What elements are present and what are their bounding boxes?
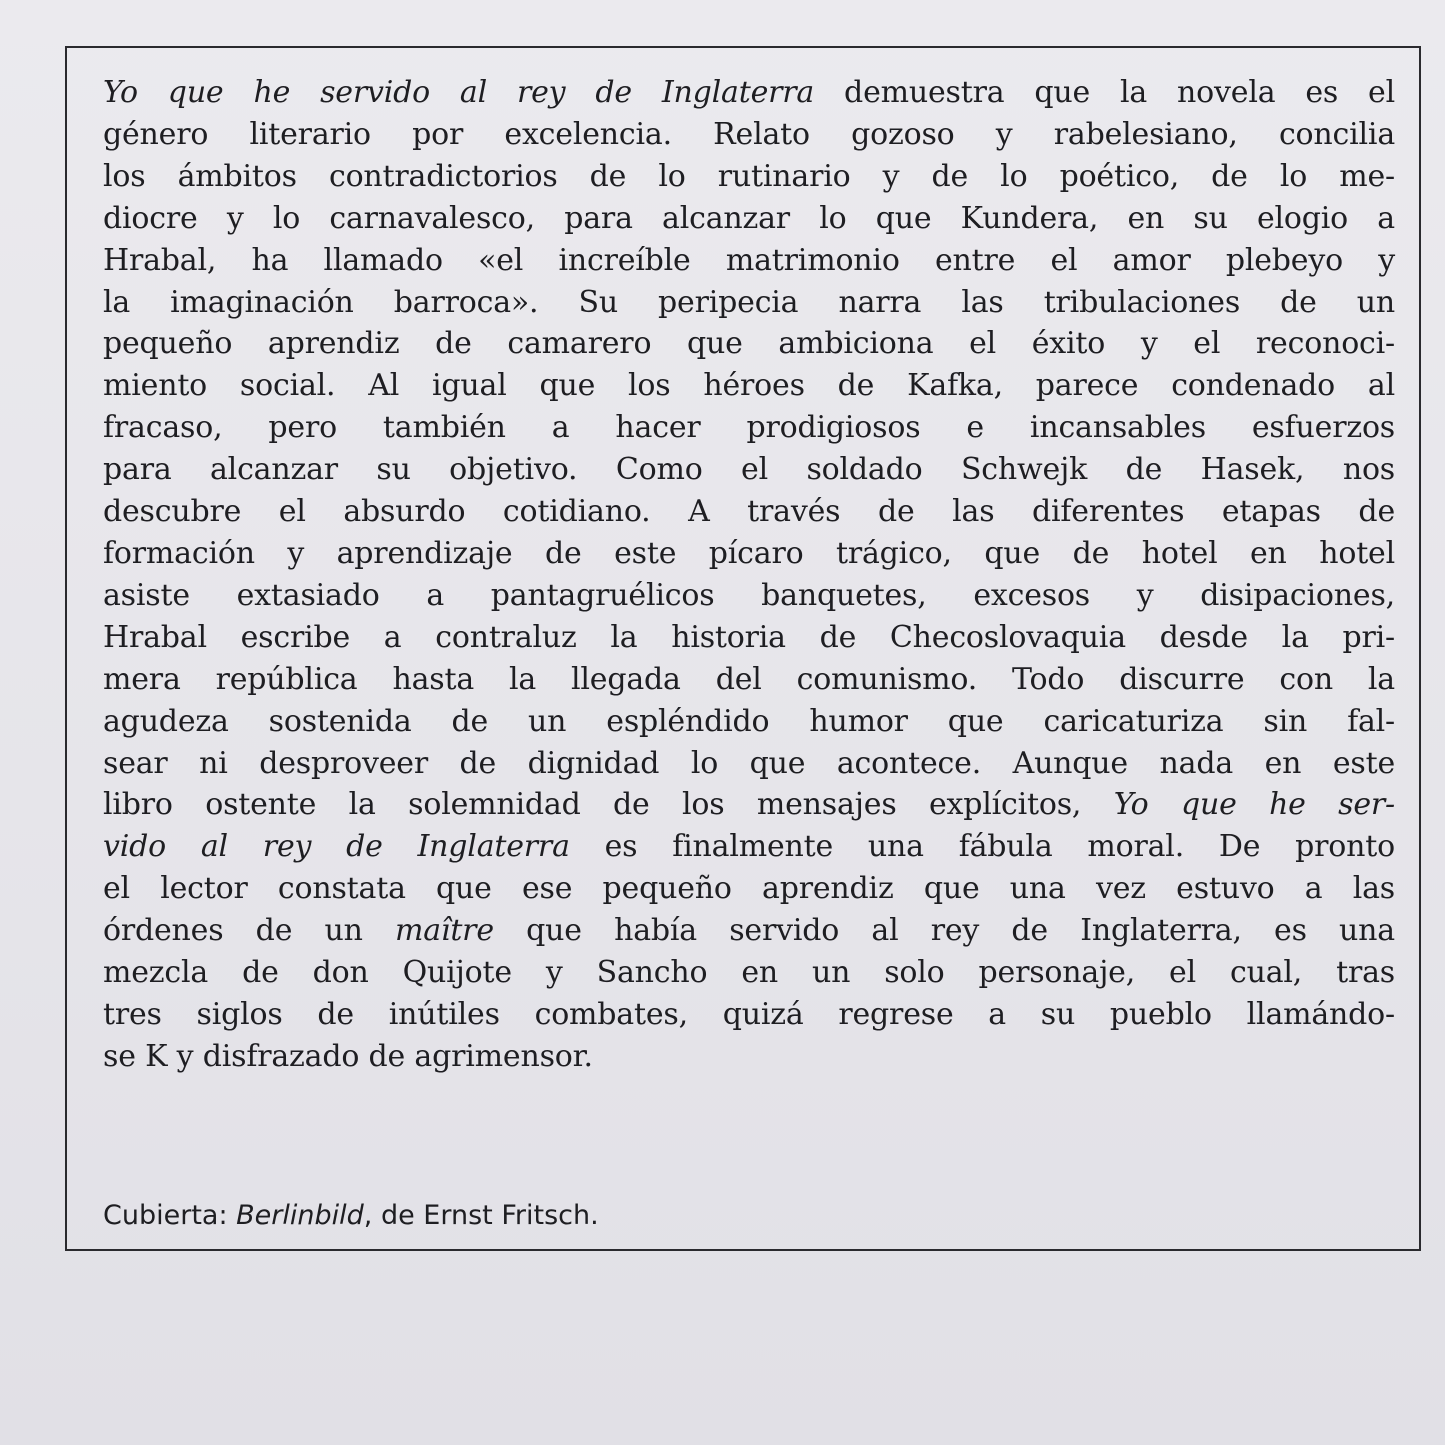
text-line [103,617,1395,659]
text-line [103,533,1395,575]
text-line [103,868,1395,910]
synopsis-paragraph [103,72,1395,1078]
text-line [103,156,1395,198]
text-segment: género literario por excelencia. Relato gozoso y rabelesiano, concilia [103,116,1395,152]
text-line [103,407,1395,449]
text-segment: Hrabal, ha llamado «el increíble matrimonio entre el amor plebeyo y [103,242,1395,278]
text-segment: Hrabal escribe a contraluz la historia de Checoslovaquia desde la pri- [103,619,1395,655]
text-segment: los ámbitos contradictorios de lo rutinario y de lo poético, de lo me- [103,158,1395,194]
text-line [103,282,1395,324]
text-line [103,449,1395,491]
text-line [103,659,1395,701]
text-segment: agudeza sostenida de un espléndido humor que caricaturiza sin fal- [103,703,1395,739]
text-line [103,365,1395,407]
text-line [103,784,1395,826]
cover-credit [103,1196,599,1236]
text-segment: demuestra que la novela es el [814,75,1396,110]
italic-title-segment: maître [395,913,494,949]
text-segment: es finalmente una fábula moral. De pronto [569,829,1396,865]
text-segment: formación y aprendizaje de este pícaro trágico, que de hotel en hotel [103,535,1395,571]
text-line [103,1036,1395,1078]
text-segment: mezcla de don Quijote y Sancho en un solo personaje, el cual, tras [103,955,1395,991]
text-segment: pequeño aprendiz de camarero que ambiciona el éxito y el reconoci- [103,326,1395,362]
italic-title-segment: vido al rey de Inglaterra [103,829,570,865]
text-segment: que había servido al rey de Inglaterra, es una [493,913,1395,949]
text-line [103,952,1395,994]
text-segment: diocre y lo carnavalesco, para alcanzar lo que Kundera, en su elogio a [103,200,1395,236]
text-line [103,701,1395,743]
cover-credit-artist: , de Ernst Fritsch. [363,1200,599,1231]
text-segment: miento social. Al igual que los héroes de Kafka, parece condenado al [103,368,1395,404]
text-segment: libro ostente la solemnidad de los mensajes explícitos, [103,787,1114,823]
text-segment: sear ni desproveer de dignidad lo que acontece. Aunque nada en este [103,745,1395,781]
text-segment: fracaso, pero también a hacer prodigiosos e incansables esfuerzos [103,410,1395,446]
text-segment: mera república hasta la llegada del comunismo. Todo discurre con la [103,661,1395,697]
text-segment: la imaginación barroca». Su peripecia narra las tribulaciones de un [103,284,1395,320]
text-line [103,826,1395,868]
text-line [103,198,1395,240]
text-line [103,575,1395,617]
text-line [103,72,1395,114]
text-segment: el lector constata que ese pequeño aprendiz que una vez estuvo a las [103,871,1395,907]
text-segment: tres siglos de inútiles combates, quizá regrese a su pueblo llamándo- [103,996,1395,1032]
text-segment: órdenes de un [103,913,395,949]
cover-credit-label: Cubierta: [103,1200,237,1231]
text-segment: para alcanzar su objetivo. Como el soldado Schwejk de Hasek, nos [103,452,1395,488]
text-line [103,323,1395,365]
text-segment: se K y disfrazado de agrimensor. [103,1038,593,1074]
text-line [103,910,1395,952]
italic-title-segment: Yo que he ser- [1113,787,1395,823]
cover-artwork-title: Berlinbild [236,1200,364,1231]
text-segment: asiste extasiado a pantagruélicos banquetes, excesos y disipaciones, [103,577,1395,613]
text-line [103,240,1395,282]
text-line [103,743,1395,785]
text-line [103,994,1395,1036]
text-line [103,114,1395,156]
text-segment: descubre el absurdo cotidiano. A través de las diferentes etapas de [103,494,1395,530]
text-line [103,491,1395,533]
italic-title-segment: Yo que he servido al rey de Inglaterra [103,75,815,110]
